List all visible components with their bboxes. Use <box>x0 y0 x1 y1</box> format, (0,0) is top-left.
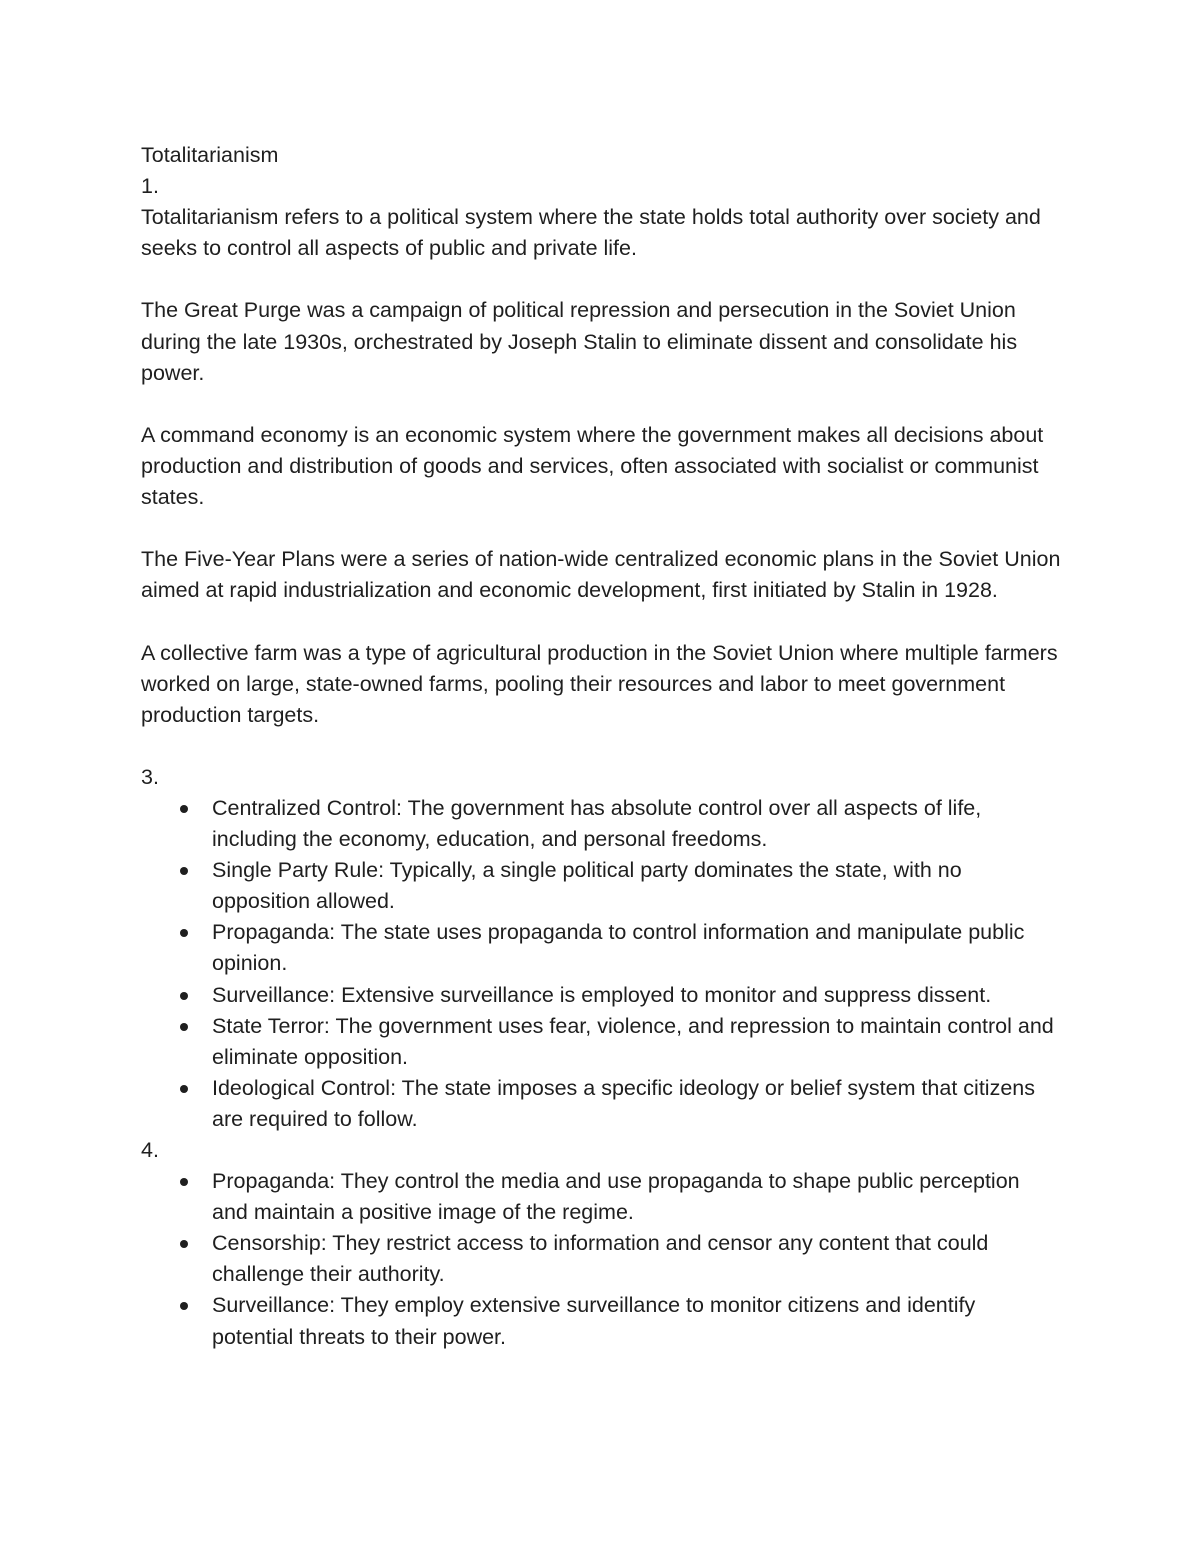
list-item-text: Single Party Rule: Typically, a single political party dominates the state, with no opposition allowed. <box>212 858 962 914</box>
definition-totalitarianism: Totalitarianism refers to a political system where the state holds total authority over society and seeks to control all aspects of public and private life. <box>141 205 1041 261</box>
list-item-text: Centralized Control: The government has absolute control over all aspects of life, including the economy, education, and personal freedoms. <box>212 795 982 852</box>
bullet-icon <box>180 929 188 937</box>
bullet-icon <box>180 1302 188 1310</box>
list-item <box>141 1166 1061 1228</box>
list-item <box>141 980 1061 1011</box>
question-4-label: 4. <box>141 1138 159 1162</box>
list-item-text: Propaganda: They control the media and use propaganda to shape public perception and maintain a positive image of the regime. <box>212 1169 1020 1225</box>
document-title: Totalitarianism <box>141 143 279 167</box>
list-item <box>141 1290 1061 1352</box>
list-item <box>141 855 1061 917</box>
document-page <box>141 140 1061 1353</box>
list-item-text: Propaganda: The state uses propaganda to control information and manipulate public opinion. <box>212 920 1025 976</box>
list-item <box>141 1011 1061 1073</box>
bullet-icon <box>180 992 188 1000</box>
question-4-list <box>141 1166 1061 1353</box>
definition-command-economy: A command economy is an economic system where the government makes all decisions about production and distribution of goods and services, often associated with socialist or communist states. <box>141 422 1044 510</box>
question-3-list <box>141 793 1061 1135</box>
bullet-icon <box>180 805 188 813</box>
bullet-icon <box>180 1240 188 1248</box>
list-item <box>141 1073 1061 1135</box>
bullet-icon <box>180 1178 188 1186</box>
list-item <box>141 1228 1061 1290</box>
list-item-text: Ideological Control: The state imposes a specific ideology or belief system that citizens are required to follow. <box>212 1075 1035 1131</box>
list-item-text: Surveillance: Extensive surveillance is employed to monitor and suppress dissent. <box>212 982 992 1007</box>
list-item-text: Surveillance: They employ extensive surveillance to monitor citizens and identify potential threats to their power. <box>212 1293 976 1349</box>
bullet-icon <box>180 1023 188 1031</box>
list-item-text: Censorship: They restrict access to information and censor any content that could challenge their authority. <box>212 1231 989 1287</box>
list-item-text: State Terror: The government uses fear, violence, and repression to maintain control and eliminate opposition. <box>212 1013 1054 1069</box>
blank-line <box>141 731 1061 762</box>
definition-five-year-plans: The Five-Year Plans were a series of nation-wide centralized economic plans in the Soviet Union aimed at rapid industrialization and economic development, first initiated by Stalin in 1928. <box>141 547 1061 603</box>
definition-great-purge: The Great Purge was a campaign of political repression and persecution in the Soviet Union during the late 1930s, orchestrated by Joseph Stalin to eliminate dissent and consolidate his power. <box>141 298 1018 385</box>
list-item <box>141 793 1061 855</box>
definition-collective-farm: A collective farm was a type of agricultural production in the Soviet Union where multiple farmers worked on large, state-owned farms, pooling their resources and labor to meet government production targets. <box>141 640 1058 727</box>
bullet-icon <box>180 867 188 875</box>
question-3-label: 3. <box>141 764 159 789</box>
list-item <box>141 917 1061 979</box>
bullet-icon <box>180 1085 188 1093</box>
question-1-label: 1. <box>141 174 159 199</box>
